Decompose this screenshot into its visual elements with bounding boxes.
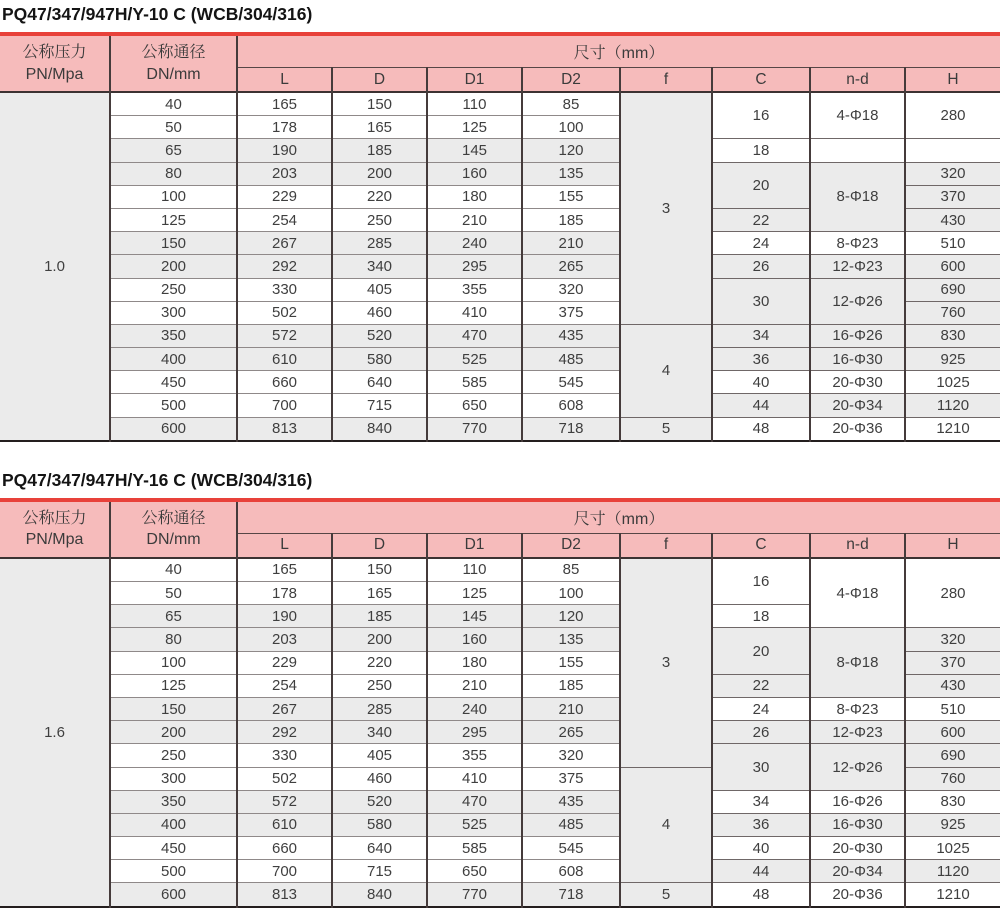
d1-cell: 525	[427, 348, 522, 371]
dn-cell: 250	[110, 278, 237, 301]
header-nominal-pressure-unit: PN/Mpa	[25, 65, 84, 83]
d2-cell: 375	[522, 767, 620, 790]
c-cell: 30	[712, 744, 810, 790]
header-col-L: L	[237, 533, 332, 558]
spec-table-pn16	[0, 498, 1000, 908]
d-cell: 150	[332, 92, 427, 116]
l-cell: 700	[237, 860, 332, 883]
d1-cell: 125	[427, 582, 522, 605]
dn-cell: 500	[110, 394, 237, 417]
d-cell: 285	[332, 697, 427, 720]
nd-cell: 16-Φ30	[810, 813, 905, 836]
table-row	[0, 860, 1000, 883]
d1-cell: 160	[427, 162, 522, 185]
header-nominal-diameter-zh: 公称通径	[141, 43, 206, 61]
header-col-D2: D2	[522, 533, 620, 558]
l-cell: 292	[237, 721, 332, 744]
table-row	[0, 394, 1000, 417]
table-row	[0, 324, 1000, 347]
d1-cell: 470	[427, 324, 522, 347]
header-col-D: D	[332, 533, 427, 558]
dn-cell: 65	[110, 139, 237, 162]
l-cell: 330	[237, 744, 332, 767]
h-cell: 510	[905, 232, 1000, 255]
dn-cell: 50	[110, 582, 237, 605]
f-cell: 5	[620, 883, 712, 907]
d1-cell: 160	[427, 628, 522, 651]
h-cell: 600	[905, 255, 1000, 278]
h-cell: 830	[905, 790, 1000, 813]
d2-cell: 718	[522, 883, 620, 907]
d-cell: 340	[332, 721, 427, 744]
d1-cell: 240	[427, 697, 522, 720]
table-row	[0, 348, 1000, 371]
d2-cell: 135	[522, 628, 620, 651]
c-cell: 40	[712, 837, 810, 860]
c-cell: 36	[712, 813, 810, 836]
l-cell: 254	[237, 674, 332, 697]
dn-cell: 65	[110, 605, 237, 628]
dn-cell: 300	[110, 767, 237, 790]
table-section-pn10	[0, 0, 1000, 442]
header-col-C: C	[712, 68, 810, 93]
c-cell: 24	[712, 697, 810, 720]
d2-cell: 185	[522, 208, 620, 231]
f-cell: 3	[620, 558, 712, 767]
c-cell: 20	[712, 162, 810, 208]
nd-cell: 4-Φ18	[810, 558, 905, 628]
table-row	[0, 232, 1000, 255]
l-cell: 502	[237, 767, 332, 790]
c-cell: 48	[712, 883, 810, 907]
f-cell: 3	[620, 92, 712, 324]
header-nominal-pressure-unit: PN/Mpa	[25, 531, 84, 549]
d2-cell: 185	[522, 674, 620, 697]
nd-cell: 12-Φ23	[810, 721, 905, 744]
l-cell: 229	[237, 651, 332, 674]
h-cell: 1025	[905, 371, 1000, 394]
d1-cell: 650	[427, 860, 522, 883]
d-cell: 250	[332, 208, 427, 231]
l-cell: 660	[237, 371, 332, 394]
dn-cell: 450	[110, 371, 237, 394]
d2-cell: 155	[522, 185, 620, 208]
c-cell: 48	[712, 417, 810, 441]
d-cell: 405	[332, 744, 427, 767]
table-row	[0, 139, 1000, 162]
d-cell: 520	[332, 790, 427, 813]
header-nominal-diameter-unit: DN/mm	[146, 531, 201, 549]
d1-cell: 355	[427, 744, 522, 767]
header-nominal-diameter	[110, 34, 237, 92]
d1-cell: 210	[427, 208, 522, 231]
nd-cell: 20-Φ36	[810, 417, 905, 441]
header-col-H: H	[905, 68, 1000, 93]
nd-cell: 20-Φ34	[810, 394, 905, 417]
table-section-pn16	[0, 466, 1000, 908]
d-cell: 220	[332, 185, 427, 208]
l-cell: 178	[237, 116, 332, 139]
nd-cell: 4-Φ18	[810, 92, 905, 139]
d2-cell: 210	[522, 697, 620, 720]
d-cell: 640	[332, 371, 427, 394]
d-cell: 200	[332, 162, 427, 185]
nd-cell: 8-Φ23	[810, 697, 905, 720]
d1-cell: 770	[427, 883, 522, 907]
table-row	[0, 721, 1000, 744]
h-cell: 760	[905, 767, 1000, 790]
d1-cell: 180	[427, 185, 522, 208]
nd-cell: 16-Φ26	[810, 324, 905, 347]
d2-cell: 545	[522, 371, 620, 394]
d-cell: 715	[332, 394, 427, 417]
l-cell: 267	[237, 232, 332, 255]
d2-cell: 718	[522, 417, 620, 441]
c-cell: 18	[712, 139, 810, 162]
d2-cell: 545	[522, 837, 620, 860]
f-cell: 5	[620, 417, 712, 441]
c-cell: 44	[712, 394, 810, 417]
d-cell: 460	[332, 767, 427, 790]
h-cell: 510	[905, 697, 1000, 720]
header-col-D: D	[332, 68, 427, 93]
l-cell: 502	[237, 301, 332, 324]
dn-cell: 150	[110, 232, 237, 255]
h-cell: 430	[905, 674, 1000, 697]
dn-cell: 600	[110, 883, 237, 907]
c-cell: 34	[712, 790, 810, 813]
d-cell: 220	[332, 651, 427, 674]
c-cell: 40	[712, 371, 810, 394]
d1-cell: 585	[427, 837, 522, 860]
d-cell: 715	[332, 860, 427, 883]
dn-cell: 350	[110, 790, 237, 813]
h-cell: 690	[905, 744, 1000, 767]
c-cell: 24	[712, 232, 810, 255]
d-cell: 580	[332, 813, 427, 836]
h-cell: 1120	[905, 394, 1000, 417]
nd-cell: 16-Φ30	[810, 348, 905, 371]
nd-cell: 8-Φ18	[810, 628, 905, 698]
c-cell: 16	[712, 558, 810, 605]
d-cell: 165	[332, 582, 427, 605]
l-cell: 610	[237, 813, 332, 836]
table-header	[0, 500, 1000, 558]
table-row	[0, 417, 1000, 441]
table-row	[0, 255, 1000, 278]
d2-cell: 608	[522, 394, 620, 417]
table-row	[0, 744, 1000, 767]
header-col-f: f	[620, 68, 712, 93]
table-title-pn16: PQ47/347/947H/Y-16 C (WCB/304/316)	[2, 469, 313, 490]
pn-value: 1.6	[0, 558, 110, 907]
h-cell: 690	[905, 278, 1000, 301]
d2-cell: 120	[522, 605, 620, 628]
d1-cell: 145	[427, 139, 522, 162]
c-cell: 26	[712, 721, 810, 744]
d2-cell: 375	[522, 301, 620, 324]
d1-cell: 470	[427, 790, 522, 813]
d-cell: 165	[332, 116, 427, 139]
nd-cell: 20-Φ30	[810, 837, 905, 860]
c-cell: 18	[712, 605, 810, 628]
l-cell: 165	[237, 558, 332, 582]
d2-cell: 435	[522, 790, 620, 813]
table-body-pn10	[0, 92, 1000, 441]
l-cell: 572	[237, 324, 332, 347]
d2-cell: 608	[522, 860, 620, 883]
l-cell: 292	[237, 255, 332, 278]
spec-table-pn10	[0, 32, 1000, 442]
d2-cell: 320	[522, 744, 620, 767]
c-cell: 34	[712, 324, 810, 347]
f-cell: 4	[620, 767, 712, 883]
f-cell: 4	[620, 324, 712, 417]
nd-cell: 20-Φ36	[810, 883, 905, 907]
l-cell: 178	[237, 582, 332, 605]
d1-cell: 410	[427, 301, 522, 324]
table-row	[0, 813, 1000, 836]
nd-cell: 8-Φ23	[810, 232, 905, 255]
nd-cell	[810, 139, 905, 162]
table-row	[0, 837, 1000, 860]
d2-cell: 85	[522, 92, 620, 116]
l-cell: 203	[237, 162, 332, 185]
table-row	[0, 883, 1000, 907]
header-dimensions-mm: 尺寸（mm）	[237, 34, 1000, 68]
d-cell: 840	[332, 883, 427, 907]
h-cell: 1025	[905, 837, 1000, 860]
dn-cell: 125	[110, 674, 237, 697]
dn-cell: 400	[110, 813, 237, 836]
d2-cell: 100	[522, 582, 620, 605]
nd-cell: 20-Φ34	[810, 860, 905, 883]
dn-cell: 100	[110, 651, 237, 674]
header-col-D2: D2	[522, 68, 620, 93]
header-nominal-diameter	[110, 500, 237, 558]
d2-cell: 320	[522, 278, 620, 301]
c-cell: 36	[712, 348, 810, 371]
d-cell: 285	[332, 232, 427, 255]
d1-cell: 295	[427, 255, 522, 278]
l-cell: 700	[237, 394, 332, 417]
c-cell: 44	[712, 860, 810, 883]
d-cell: 640	[332, 837, 427, 860]
table-row	[0, 790, 1000, 813]
h-cell: 1120	[905, 860, 1000, 883]
d2-cell: 485	[522, 813, 620, 836]
c-cell: 16	[712, 92, 810, 139]
d2-cell: 100	[522, 116, 620, 139]
d1-cell: 770	[427, 417, 522, 441]
dn-cell: 50	[110, 116, 237, 139]
l-cell: 572	[237, 790, 332, 813]
d2-cell: 120	[522, 139, 620, 162]
dn-cell: 100	[110, 185, 237, 208]
d2-cell: 135	[522, 162, 620, 185]
table-header	[0, 34, 1000, 92]
table-row	[0, 558, 1000, 582]
table-row	[0, 628, 1000, 651]
header-col-C: C	[712, 533, 810, 558]
dn-cell: 150	[110, 697, 237, 720]
h-cell: 760	[905, 301, 1000, 324]
table-row	[0, 697, 1000, 720]
header-col-D1: D1	[427, 533, 522, 558]
table-row	[0, 371, 1000, 394]
h-cell: 280	[905, 92, 1000, 139]
dn-cell: 80	[110, 162, 237, 185]
d-cell: 580	[332, 348, 427, 371]
l-cell: 229	[237, 185, 332, 208]
h-cell: 370	[905, 185, 1000, 208]
d2-cell: 210	[522, 232, 620, 255]
d1-cell: 110	[427, 558, 522, 582]
dn-cell: 200	[110, 721, 237, 744]
d2-cell: 155	[522, 651, 620, 674]
d-cell: 460	[332, 301, 427, 324]
d1-cell: 585	[427, 371, 522, 394]
d-cell: 200	[332, 628, 427, 651]
d-cell: 185	[332, 605, 427, 628]
c-cell: 22	[712, 208, 810, 231]
d1-cell: 355	[427, 278, 522, 301]
table-row	[0, 278, 1000, 301]
dn-cell: 125	[110, 208, 237, 231]
nd-cell: 12-Φ26	[810, 744, 905, 790]
d1-cell: 110	[427, 92, 522, 116]
l-cell: 165	[237, 92, 332, 116]
header-nominal-pressure-zh: 公称压力	[22, 43, 87, 61]
h-cell: 830	[905, 324, 1000, 347]
c-cell: 26	[712, 255, 810, 278]
table-title-pn10: PQ47/347/947H/Y-10 C (WCB/304/316)	[2, 4, 313, 24]
header-col-D1: D1	[427, 68, 522, 93]
d1-cell: 240	[427, 232, 522, 255]
d1-cell: 145	[427, 605, 522, 628]
d1-cell: 525	[427, 813, 522, 836]
d2-cell: 485	[522, 348, 620, 371]
l-cell: 190	[237, 139, 332, 162]
dn-cell: 400	[110, 348, 237, 371]
nd-cell: 12-Φ26	[810, 278, 905, 324]
l-cell: 267	[237, 697, 332, 720]
h-cell: 600	[905, 721, 1000, 744]
l-cell: 203	[237, 628, 332, 651]
l-cell: 254	[237, 208, 332, 231]
nd-cell: 16-Φ26	[810, 790, 905, 813]
header-nominal-pressure	[0, 34, 110, 92]
d-cell: 405	[332, 278, 427, 301]
h-cell: 280	[905, 558, 1000, 628]
dn-cell: 350	[110, 324, 237, 347]
dn-cell: 250	[110, 744, 237, 767]
header-col-f: f	[620, 533, 712, 558]
table-row	[0, 92, 1000, 116]
table-body-pn16	[0, 558, 1000, 907]
h-cell: 1210	[905, 883, 1000, 907]
d1-cell: 210	[427, 674, 522, 697]
dn-cell: 450	[110, 837, 237, 860]
d1-cell: 295	[427, 721, 522, 744]
dn-cell: 40	[110, 92, 237, 116]
header-nominal-pressure	[0, 500, 110, 558]
nd-cell: 12-Φ23	[810, 255, 905, 278]
h-cell: 925	[905, 813, 1000, 836]
header-nominal-diameter-unit: DN/mm	[146, 65, 201, 83]
header-nominal-diameter-zh: 公称通径	[141, 509, 206, 527]
header-nominal-pressure-zh: 公称压力	[22, 509, 87, 527]
dn-cell: 300	[110, 301, 237, 324]
d2-cell: 265	[522, 721, 620, 744]
header-col-nd: n-d	[810, 533, 905, 558]
d1-cell: 410	[427, 767, 522, 790]
h-cell: 1210	[905, 417, 1000, 441]
d1-cell: 125	[427, 116, 522, 139]
table-row	[0, 162, 1000, 185]
c-cell: 20	[712, 628, 810, 674]
d2-cell: 435	[522, 324, 620, 347]
l-cell: 610	[237, 348, 332, 371]
d1-cell: 650	[427, 394, 522, 417]
dn-cell: 80	[110, 628, 237, 651]
d2-cell: 85	[522, 558, 620, 582]
dn-cell: 600	[110, 417, 237, 441]
l-cell: 813	[237, 883, 332, 907]
nd-cell: 20-Φ30	[810, 371, 905, 394]
h-cell: 320	[905, 162, 1000, 185]
l-cell: 330	[237, 278, 332, 301]
pn-value: 1.0	[0, 92, 110, 441]
h-cell: 320	[905, 628, 1000, 651]
d2-cell: 265	[522, 255, 620, 278]
dn-cell: 500	[110, 860, 237, 883]
l-cell: 813	[237, 417, 332, 441]
h-cell	[905, 139, 1000, 162]
c-cell: 22	[712, 674, 810, 697]
header-col-L: L	[237, 68, 332, 93]
d-cell: 520	[332, 324, 427, 347]
d-cell: 185	[332, 139, 427, 162]
l-cell: 190	[237, 605, 332, 628]
d1-cell: 180	[427, 651, 522, 674]
d-cell: 250	[332, 674, 427, 697]
d-cell: 150	[332, 558, 427, 582]
nd-cell: 8-Φ18	[810, 162, 905, 232]
h-cell: 370	[905, 651, 1000, 674]
d-cell: 340	[332, 255, 427, 278]
dn-cell: 40	[110, 558, 237, 582]
c-cell: 30	[712, 278, 810, 324]
h-cell: 925	[905, 348, 1000, 371]
dn-cell: 200	[110, 255, 237, 278]
d-cell: 840	[332, 417, 427, 441]
h-cell: 430	[905, 208, 1000, 231]
l-cell: 660	[237, 837, 332, 860]
header-col-H: H	[905, 533, 1000, 558]
header-dimensions-mm: 尺寸（mm）	[237, 500, 1000, 534]
header-col-nd: n-d	[810, 68, 905, 93]
